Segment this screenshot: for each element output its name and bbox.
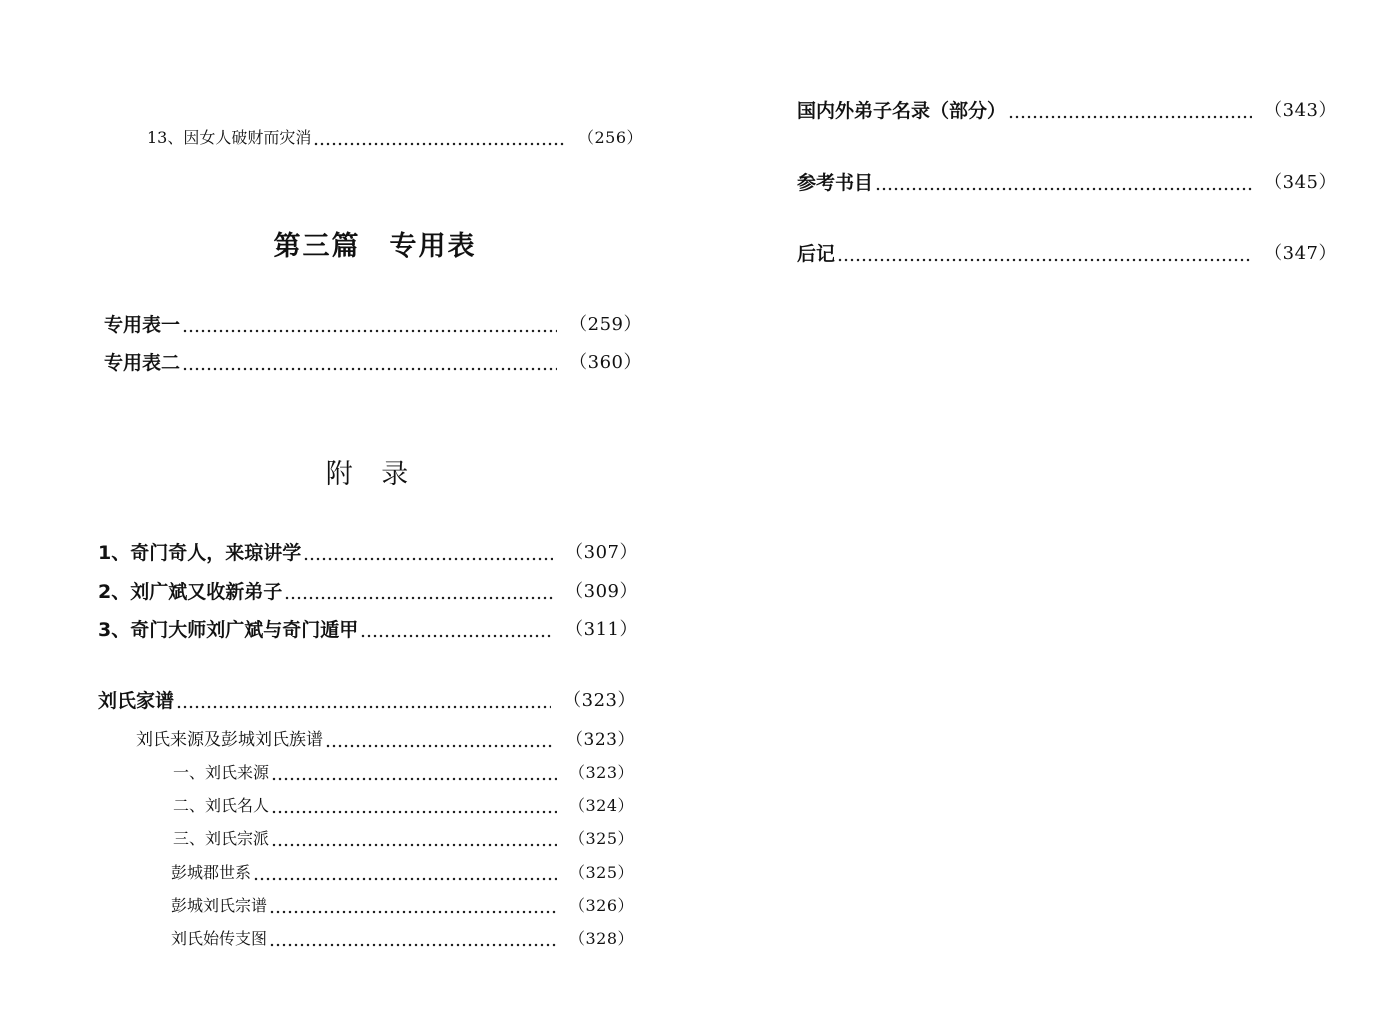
toc-subentry <box>171 925 634 953</box>
right-page <box>700 0 1391 1029</box>
dot-leader <box>253 859 557 887</box>
dot-leader <box>271 759 557 787</box>
dot-leader <box>325 726 554 754</box>
entry-label: 专用表一 <box>104 314 181 336</box>
dot-leader <box>182 349 557 377</box>
toc-subentry <box>171 859 634 887</box>
entry-page: （307） <box>565 542 638 563</box>
dot-leader <box>360 616 553 644</box>
dot-leader <box>269 925 557 953</box>
entry-label: 国内外弟子名录（部分） <box>797 100 1007 122</box>
toc-subentry <box>173 792 634 820</box>
entry-page: （325） <box>568 863 634 882</box>
dot-leader <box>875 169 1252 197</box>
entry-label: 二、刘氏名人 <box>173 796 270 815</box>
toc-subentry <box>171 892 634 920</box>
toc-subentry <box>173 759 634 787</box>
entry-page: （347） <box>1264 243 1337 264</box>
toc-subentry <box>136 726 635 754</box>
dot-leader <box>303 539 553 567</box>
toc-entry <box>104 311 642 339</box>
entry-page: （324） <box>568 796 634 815</box>
dot-leader <box>837 240 1252 268</box>
entry-label: 彭城刘氏宗谱 <box>171 896 268 915</box>
entry-page: （326） <box>568 896 634 915</box>
dot-leader <box>176 687 551 715</box>
toc-entry <box>797 240 1337 268</box>
appendix-heading: 附 录 <box>325 459 419 490</box>
toc-entry <box>797 97 1337 125</box>
entry-label: 刘氏来源及彭城刘氏族谱 <box>136 730 323 750</box>
entry-label: 彭城郡世系 <box>171 863 252 882</box>
dot-leader <box>271 792 557 820</box>
section-heading: 第三篇 专用表 <box>273 231 477 262</box>
toc-entry <box>98 578 638 606</box>
entry-page: （311） <box>565 619 638 640</box>
entry-label: 一、刘氏来源 <box>173 763 270 782</box>
dot-leader <box>284 578 553 606</box>
entry-label: 刘氏始传支图 <box>171 929 268 948</box>
entry-page: （325） <box>568 829 634 848</box>
toc-entry <box>98 539 638 567</box>
entry-label: 专用表二 <box>104 352 181 374</box>
entry-page: （360） <box>569 352 642 373</box>
entry-label: 三、刘氏宗派 <box>173 829 270 848</box>
entry-label: 2、刘广斌又收新弟子 <box>98 581 283 603</box>
dot-leader <box>269 892 557 920</box>
entry-page: （256） <box>577 128 643 147</box>
entry-page: （328） <box>568 929 634 948</box>
toc-entry <box>104 349 642 377</box>
dot-leader <box>271 825 557 853</box>
entry-page: （343） <box>1264 100 1337 121</box>
entry-label: 后记 <box>797 243 836 265</box>
dot-leader <box>1008 97 1252 125</box>
toc-entry <box>98 616 638 644</box>
entry-page: （345） <box>1264 172 1337 193</box>
entry-label: 1、奇门奇人，来琼讲学 <box>98 542 302 564</box>
toc-subentry <box>173 825 634 853</box>
toc-entry-genealogy <box>98 687 636 715</box>
entry-page: （323） <box>563 690 636 711</box>
entry-label: 刘氏家谱 <box>98 690 175 712</box>
entry-label: 参考书目 <box>797 172 874 194</box>
entry-label: 13、因女人破财而灾消 <box>147 128 312 147</box>
toc-entry <box>147 124 643 152</box>
dot-leader <box>313 124 566 152</box>
entry-label: 3、奇门大师刘广斌与奇门遁甲 <box>98 619 359 641</box>
toc-entry <box>797 169 1337 197</box>
entry-page: （323） <box>566 730 635 750</box>
entry-page: （309） <box>565 581 638 602</box>
entry-page: （259） <box>569 314 642 335</box>
entry-page: （323） <box>568 763 634 782</box>
dot-leader <box>182 311 557 339</box>
